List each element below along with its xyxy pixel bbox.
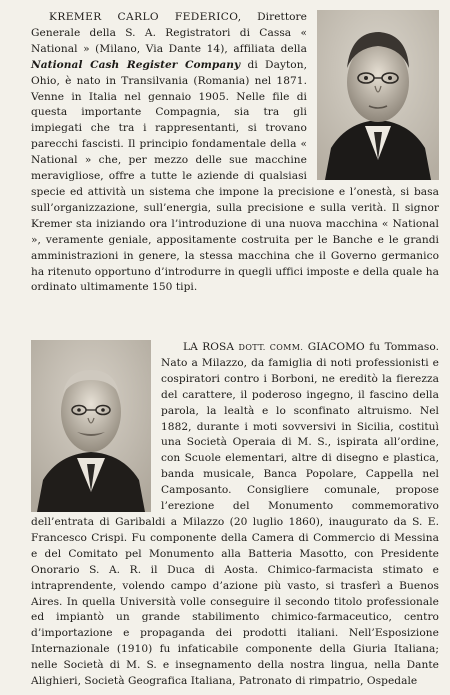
portrait-kremer bbox=[317, 10, 439, 180]
person-name-kremer: KREMER CARLO FEDERICO, bbox=[49, 11, 242, 23]
person-name-la-rosa-b: GIACOMO bbox=[303, 341, 365, 353]
portrait-kremer-image bbox=[317, 10, 439, 180]
bio2-text: fu Tommaso. Nato a Milazzo, da famiglia di noti professionisti e cospiratori contro i Borboni, ne ereditò la fierezza del carattere, il poderoso ingegno, il fascino della parola, la lealtà e lo sconfinato altruismo. Nel 1882, durante i moti sovversivi in Sicilia, costituì una Società Operaia di M. S., ispirata all’ordine, con Scuole elementari, altre di disegno e plastica, banda musicale, Banca Popolare, Cappella nel Camposanto. Consigliere comunale, propose l’erezione del Monumento commemorativo dell’entrata di Garibaldi a Milazzo (20 luglio 1860), inaugurato da S. E. Francesco Crispi. Fu componente della Camera di Commercio di Messina e del Comitato pel Monumento alla Batteria Masotto, con Presidente Onorario S. A. R. il Duca di Aosta. Chimico-farmacista stimato e intraprendente, volendo campo d’azione più vasto, si trasferì a Buenos Aires. In quella Università volle conseguire il secondo titolo professionale ed impiantò un grande stabilimento chimico-farmaceutico, centro d’importazione e propaganda dei prodotti italiani. Nell’Esposizione Internazionale (1910) fu infaticabile componente della Giuria Italiana; nelle Società di M. S. e insegnamento della nostra lingua, nella Dante Alighieri, Società Geografica Italiana, Patronato di rimpatrio, Ospedale bbox=[31, 341, 440, 688]
portrait-la-rosa-image bbox=[31, 340, 151, 512]
person-title-la-rosa: DOTT. COMM. bbox=[238, 343, 304, 352]
portrait-la-rosa bbox=[31, 340, 151, 512]
person-name-la-rosa-a: LA ROSA bbox=[183, 341, 239, 353]
biography-la-rosa bbox=[31, 340, 439, 690]
biography-kremer bbox=[31, 10, 439, 296]
bio1-text-2: di Dayton, Ohio, è nato in Transilvania (Romania) nel 1871. Venne in Italia nel gennaio 1905. Nelle file di questa importante Compagnia, sia tra gli impiegati che tra i rappresentanti, si trovano parecchi fascisti. Il principio fondamentale della « National » che, per mezzo delle sue macchine meravigliose, offre a tutte le aziende di qualsiasi specie ed attività un sistema che impone la precisione e l’onestà, si basa sull’organizzazione, sull’energia, sulla precisione e sulla verità. Il signor Kremer sta iniziando ora l’introduzione di una nuova macchina « National », veramente geniale, appositamente costruita per le Banche e le grandi amministrazioni in genere, la stessa macchina che il Governo germanico ha ritenuto opportuno d’introdurre in quegli uffici imposte e della quale ha ordinato ultimamente 150 tipi. bbox=[31, 58, 439, 294]
bio1-text-1: Direttore Generale della S. A. Registratori di Cassa « National » (Milano, Via Dante 14), affiliata della bbox=[31, 11, 307, 55]
company-name: National Cash Register Company bbox=[31, 58, 241, 71]
